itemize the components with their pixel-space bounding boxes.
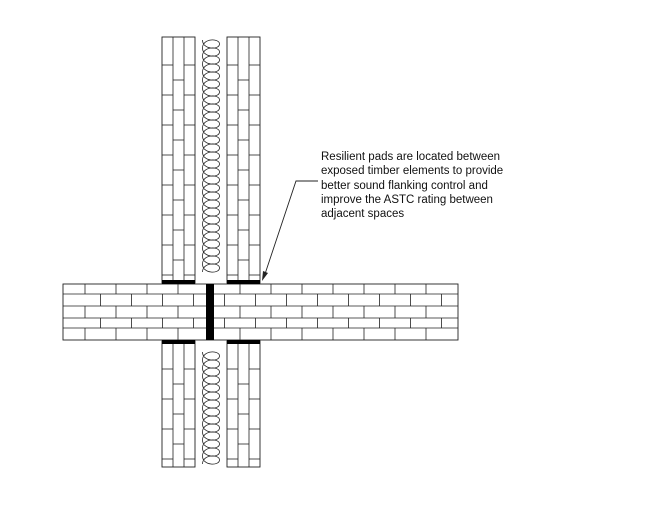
lower-right-wall-panel-outline <box>227 341 260 467</box>
annotation-leader <box>262 181 318 281</box>
floor-slab-outline <box>63 284 458 340</box>
floor-clt-slab <box>63 284 458 340</box>
leader-arrowhead <box>262 271 268 281</box>
annotation-line-5: adjacent spaces <box>321 208 405 221</box>
annotation-text <box>321 150 531 221</box>
pad-lower-left <box>162 340 195 344</box>
upper-insulation-coil <box>203 40 220 272</box>
leader-line <box>264 181 318 277</box>
annotation-line-4: improve the ASTC rating between <box>321 193 493 206</box>
upper-right-wall-panel-outline <box>227 37 260 283</box>
resilient-pads <box>162 280 260 344</box>
annotation-line-1: Resilient pads are located between <box>321 151 501 163</box>
lower-left-wall-panel-outline <box>162 341 195 467</box>
upper-left-wall-panel-outline <box>162 37 195 283</box>
pad-floor-vertical <box>206 284 214 340</box>
pad-upper-right <box>227 280 260 284</box>
annotation-line-3: better sound flanking control and <box>321 179 488 192</box>
lower-insulation-coil <box>203 352 220 464</box>
pad-upper-left <box>162 280 195 284</box>
pad-lower-right <box>227 340 260 344</box>
insulation-cavity <box>203 40 220 464</box>
annotation-line-2: exposed timber elements to provide <box>321 165 504 178</box>
